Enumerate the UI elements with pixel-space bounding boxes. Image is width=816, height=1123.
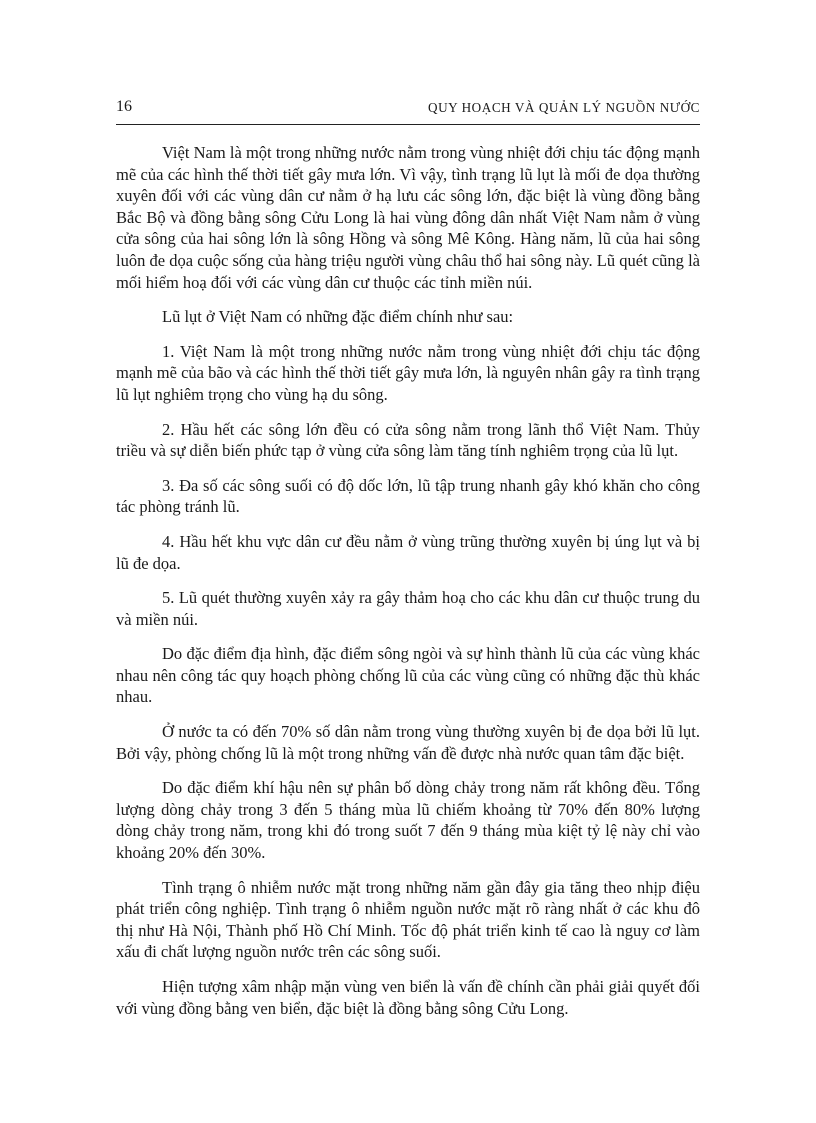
paragraph-pollution: Tình trạng ô nhiễm nước mặt trong những năm gần đây gia tăng theo nhịp điệu phát triển công nghiệp. Tình trạng ô nhiễm nguồn nước mặt rõ ràng nhất ở các khu đô thị như Hà Nội, Thành phố Hồ Chí Minh. Tốc độ phát triển kinh tế cao là nguy cơ làm xấu đi chất lượng nguồn nước trên các sông suối. bbox=[116, 877, 700, 962]
paragraph-item-2: 2. Hầu hết các sông lớn đều có cửa sông nằm trong lãnh thổ Việt Nam. Thủy triều và sự diễn biến phức tạp ở vùng cửa sông làm tăng tính nghiêm trọng của lũ lụt. bbox=[116, 419, 700, 461]
running-title: QUY HOẠCH VÀ QUẢN LÝ NGUỒN NƯỚC bbox=[428, 100, 700, 115]
page-header bbox=[116, 97, 700, 119]
paragraph-item-5: 5. Lũ quét thường xuyên xảy ra gây thảm hoạ cho các khu dân cư thuộc trung du và miền núi. bbox=[116, 588, 700, 629]
paragraph-characteristics-lead: Lũ lụt ở Việt Nam có những đặc điểm chính như sau: bbox=[162, 307, 514, 327]
body-text bbox=[116, 142, 700, 1032]
paragraph-population-risk: Ở nước ta có đến 70% số dân nằm trong vùng thường xuyên bị đe dọa bởi lũ lụt. Bởi vậy, phòng chống lũ là một trong những vấn đề được nhà nước quan tâm đặc biệt. bbox=[116, 722, 700, 763]
page-number: 16 bbox=[116, 98, 132, 115]
paragraph-item-1: 1. Việt Nam là một trong những nước nằm trong vùng nhiệt đới chịu tác động mạnh mẽ của bão và các hình thế thời tiết gây mưa lớn, là nguyên nhân gây ra tình trạng lũ lụt nghiêm trọng cho vùng hạ du sông. bbox=[116, 341, 700, 404]
paragraph-flow-distribution: Do đặc điểm khí hậu nên sự phân bố dòng chảy trong năm rất không đều. Tổng lượng dòng chảy trong 3 đến 5 tháng mùa lũ chiếm khoảng từ 70% đến 80% lượng dòng chảy trong năm, trong khi đó trong suốt 7 đến 9 tháng mùa kiệt tỷ lệ này chỉ vào khoảng 20% đến 30%. bbox=[116, 778, 700, 863]
paragraph-item-3: 3. Đa số các sông suối có độ dốc lớn, lũ tập trung nhanh gây khó khăn cho công tác phòng tránh lũ. bbox=[116, 475, 700, 517]
header-rule bbox=[116, 124, 700, 125]
paragraph-planning: Do đặc điểm địa hình, đặc điểm sông ngòi và sự hình thành lũ của các vùng khác nhau nên công tác quy hoạch phòng chống lũ của các vùng cũng có những đặc thù khác nhau. bbox=[116, 644, 700, 707]
paragraph-intro: Việt Nam là một trong những nước nằm trong vùng nhiệt đới chịu tác động mạnh mẽ của các hình thế thời tiết gây mưa lớn. Vì vậy, tình trạng lũ lụt là mối đe dọa thường xuyên đối với các vùng dân cư nằm ở hạ lưu các sông lớn, đặc biệt là vùng đồng bằng Bắc Bộ và đồng bằng sông Cửu Long là hai vùng đông dân nhất Việt Nam nằm ở vùng cửa sông của hai sông lớn là sông Hồng và sông Mê Kông. Hàng năm, lũ của hai sông luôn đe dọa cuộc sống của hàng triệu người vùng châu thổ hai sông này. Lũ quét cũng là mối hiểm hoạ đối với các vùng dân cư thuộc các tỉnh miền núi. bbox=[116, 143, 700, 292]
paragraph-item-4: 4. Hầu hết khu vực dân cư đều nằm ở vùng trũng thường xuyên bị úng lụt và bị lũ đe dọa. bbox=[116, 531, 700, 573]
paragraph-saline-intrusion: Hiện tượng xâm nhập mặn vùng ven biển là vấn đề chính cần phải giải quyết đối với vùng đồng bằng ven biển, đặc biệt là đồng bằng sông Cửu Long. bbox=[116, 977, 700, 1018]
